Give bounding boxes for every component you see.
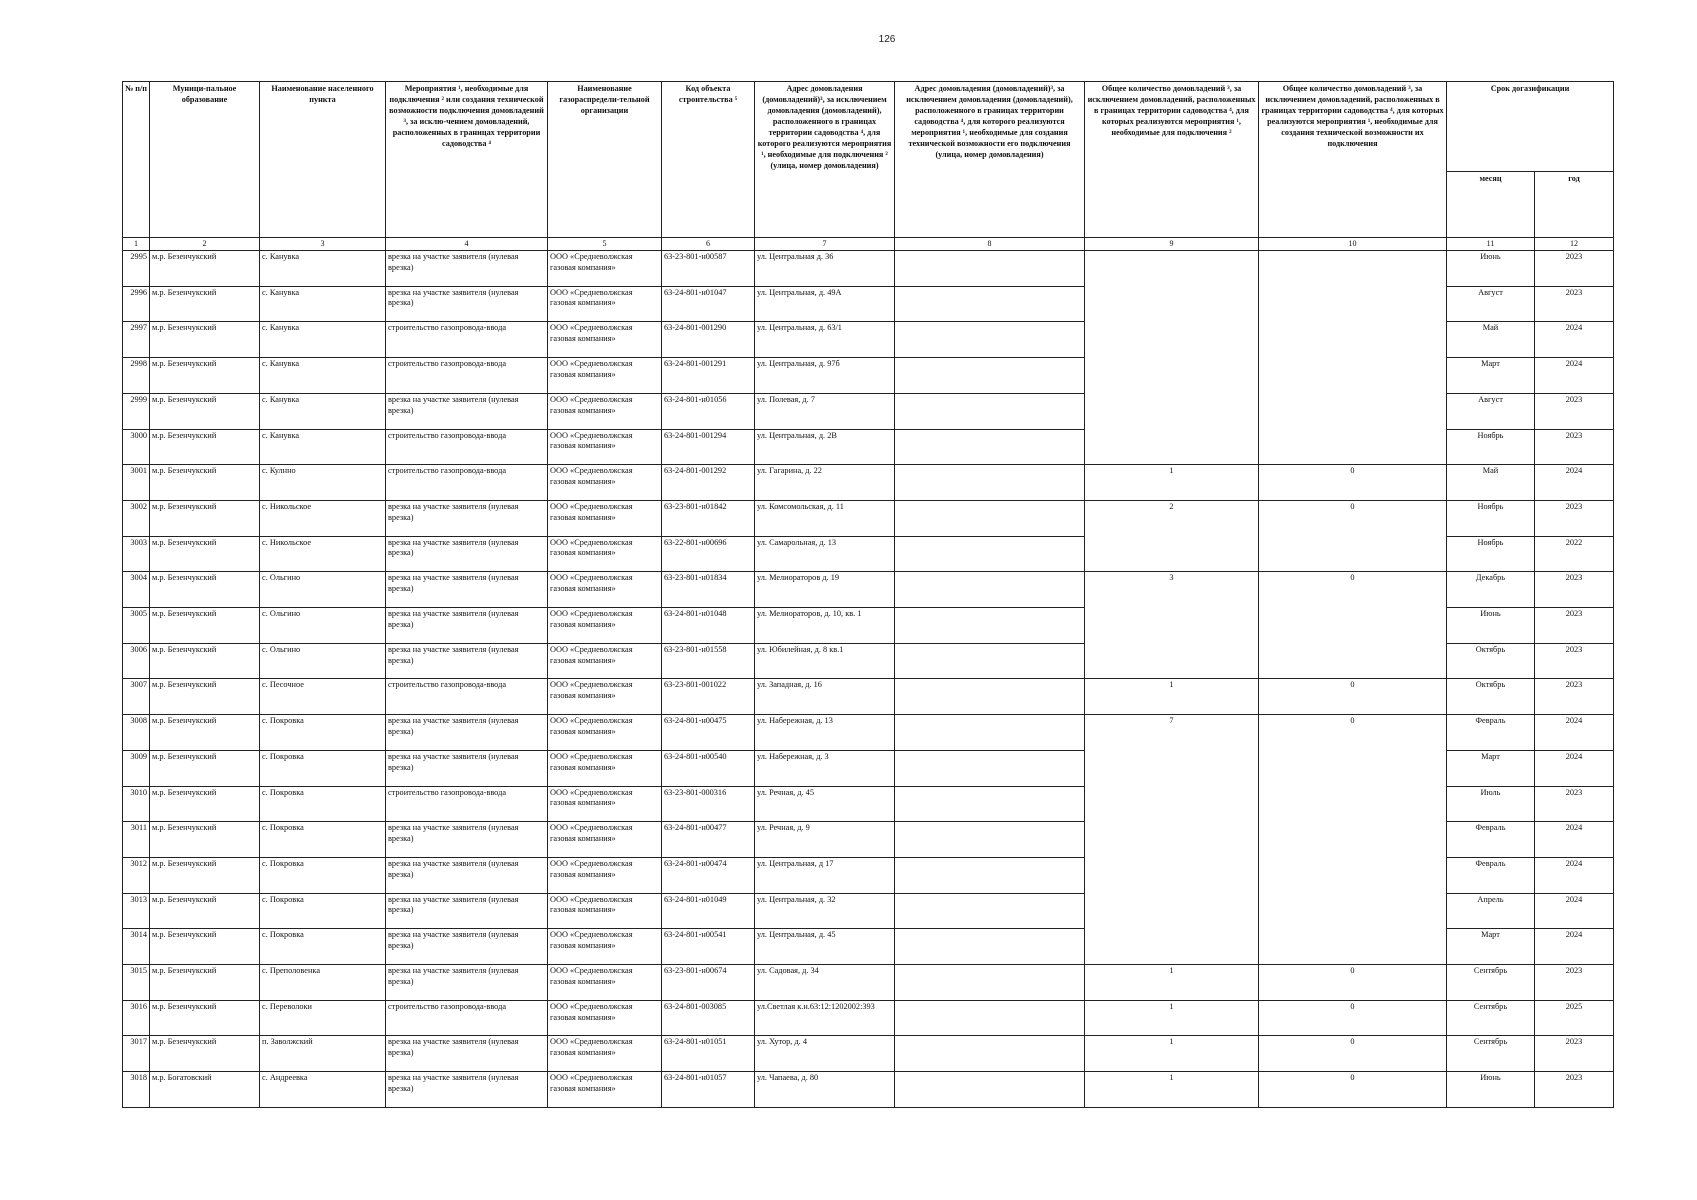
event-cell: строительство газопровода-ввода	[386, 465, 548, 501]
gas-org-cell: ООО «Средневолжская газовая компания»	[548, 1036, 662, 1072]
table-row	[123, 715, 1614, 751]
year-cell: 2023	[1535, 786, 1614, 822]
row-number: 2998	[123, 358, 150, 394]
header-events: Мероприятия ¹, необходимые для подключения ² или создания технической возможности подключения домовладений ³, за исклю-чением домовладений, расположенных в границах территории садоводства ⁴	[386, 82, 548, 238]
gas-org-cell: ООО «Средневолжская газовая компания»	[548, 893, 662, 929]
table-row	[123, 1000, 1614, 1036]
row-number: 3015	[123, 965, 150, 1001]
row-number: 3007	[123, 679, 150, 715]
object-code-cell: 63-24-801-н00541	[662, 929, 755, 965]
year-cell: 2024	[1535, 893, 1614, 929]
address-tech-cell	[895, 1036, 1085, 1072]
year-cell: 2023	[1535, 429, 1614, 465]
table-row	[123, 500, 1614, 536]
month-cell: Май	[1447, 465, 1535, 501]
object-code-cell: 63-24-801-н01056	[662, 393, 755, 429]
count-connection-cell: 1	[1085, 679, 1259, 715]
settlement-cell: с. Ольгино	[260, 608, 386, 644]
settlement-cell: с. Покровка	[260, 857, 386, 893]
column-number: 11	[1447, 238, 1535, 251]
gas-org-cell: ООО «Средневолжская газовая компания»	[548, 929, 662, 965]
address-tech-cell	[895, 965, 1085, 1001]
address-cell: ул. Полевая, д. 7	[755, 393, 895, 429]
count-tech-cell: 0	[1259, 1000, 1447, 1036]
month-cell: Август	[1447, 393, 1535, 429]
count-tech-cell: 0	[1259, 1072, 1447, 1108]
object-code-cell: 63-24-801-н01049	[662, 893, 755, 929]
header-month: месяц	[1447, 172, 1535, 238]
settlement-cell: с. Никольское	[260, 536, 386, 572]
address-tech-cell	[895, 893, 1085, 929]
event-cell: врезка на участке заявителя (нулевая врезка)	[386, 750, 548, 786]
row-number: 3006	[123, 643, 150, 679]
municipality-cell: м.р. Безенчукский	[150, 679, 260, 715]
count-tech-cell: 0	[1259, 572, 1447, 679]
settlement-cell: с. Покровка	[260, 715, 386, 751]
event-cell: врезка на участке заявителя (нулевая врезка)	[386, 608, 548, 644]
month-cell: Июнь	[1447, 608, 1535, 644]
address-cell: ул. Юбилейная, д. 8 кв.1	[755, 643, 895, 679]
gas-org-cell: ООО «Средневолжская газовая компания»	[548, 1000, 662, 1036]
address-cell: ул. Центральная, д. 49А	[755, 286, 895, 322]
gas-org-cell: ООО «Средневолжская газовая компания»	[548, 857, 662, 893]
event-cell: строительство газопровода-ввода	[386, 358, 548, 394]
row-number: 3003	[123, 536, 150, 572]
header-object-code: Код объекта строительства ⁵	[662, 82, 755, 238]
address-tech-cell	[895, 608, 1085, 644]
count-connection-cell: 1	[1085, 965, 1259, 1001]
year-cell: 2023	[1535, 393, 1614, 429]
column-number: 6	[662, 238, 755, 251]
municipality-cell: м.р. Безенчукский	[150, 715, 260, 751]
municipality-cell: м.р. Безенчукский	[150, 500, 260, 536]
month-cell: Октябрь	[1447, 643, 1535, 679]
municipality-cell: м.р. Безенчукский	[150, 750, 260, 786]
address-tech-cell	[895, 822, 1085, 858]
address-cell: ул. Чапаева, д. 80	[755, 1072, 895, 1108]
month-cell: Октябрь	[1447, 679, 1535, 715]
event-cell: врезка на участке заявителя (нулевая врезка)	[386, 500, 548, 536]
year-cell: 2024	[1535, 358, 1614, 394]
settlement-cell: с. Канувка	[260, 393, 386, 429]
year-cell: 2024	[1535, 750, 1614, 786]
year-cell: 2023	[1535, 679, 1614, 715]
year-cell: 2023	[1535, 608, 1614, 644]
object-code-cell: 63-24-801-001292	[662, 465, 755, 501]
count-tech-cell: 0	[1259, 1036, 1447, 1072]
count-tech-cell: 0	[1259, 965, 1447, 1001]
year-cell: 2023	[1535, 965, 1614, 1001]
event-cell: врезка на участке заявителя (нулевая врезка)	[386, 251, 548, 287]
event-cell: врезка на участке заявителя (нулевая врезка)	[386, 286, 548, 322]
year-cell: 2025	[1535, 1000, 1614, 1036]
row-number: 3010	[123, 786, 150, 822]
address-tech-cell	[895, 750, 1085, 786]
header-count-connection: Общее количество домовладений ³, за исключением домовладений, расположенных в границах территории садоводства ⁴, для которых реализуются мероприятия ¹, необходимые для подключения ²	[1085, 82, 1259, 238]
address-cell: ул.Светлая к.н.63:12:1202002:393	[755, 1000, 895, 1036]
year-cell: 2023	[1535, 643, 1614, 679]
gas-org-cell: ООО «Средневолжская газовая компания»	[548, 358, 662, 394]
address-cell: ул. Речная, д. 45	[755, 786, 895, 822]
row-number: 3013	[123, 893, 150, 929]
municipality-cell: м.р. Безенчукский	[150, 893, 260, 929]
year-cell: 2022	[1535, 536, 1614, 572]
municipality-cell: м.р. Безенчукский	[150, 251, 260, 287]
event-cell: врезка на участке заявителя (нулевая врезка)	[386, 893, 548, 929]
gas-org-cell: ООО «Средневолжская газовая компания»	[548, 393, 662, 429]
municipality-cell: м.р. Безенчукский	[150, 393, 260, 429]
month-cell: Март	[1447, 358, 1535, 394]
object-code-cell: 63-24-801-003085	[662, 1000, 755, 1036]
column-number: 9	[1085, 238, 1259, 251]
gas-org-cell: ООО «Средневолжская газовая компания»	[548, 715, 662, 751]
gas-org-cell: ООО «Средневолжская газовая компания»	[548, 679, 662, 715]
settlement-cell: с. Покровка	[260, 929, 386, 965]
settlement-cell: с. Канувка	[260, 322, 386, 358]
object-code-cell: 63-23-801-001022	[662, 679, 755, 715]
count-connection-cell	[1085, 251, 1259, 465]
month-cell: Март	[1447, 750, 1535, 786]
settlement-cell: с. Покровка	[260, 786, 386, 822]
address-tech-cell	[895, 465, 1085, 501]
year-cell: 2023	[1535, 1072, 1614, 1108]
address-tech-cell	[895, 251, 1085, 287]
month-cell: Декабрь	[1447, 572, 1535, 608]
settlement-cell: с. Кулнно	[260, 465, 386, 501]
table-row	[123, 251, 1614, 287]
object-code-cell: 63-23-801-н01558	[662, 643, 755, 679]
settlement-cell: с. Канувка	[260, 251, 386, 287]
event-cell: врезка на участке заявителя (нулевая врезка)	[386, 715, 548, 751]
object-code-cell: 63-24-801-н00474	[662, 857, 755, 893]
count-connection-cell: 2	[1085, 500, 1259, 571]
table-row	[123, 679, 1614, 715]
address-cell: ул. Гагарина, д. 22	[755, 465, 895, 501]
settlement-cell: с. Канувка	[260, 286, 386, 322]
event-cell: врезка на участке заявителя (нулевая врезка)	[386, 572, 548, 608]
count-connection-cell: 7	[1085, 715, 1259, 965]
count-tech-cell: 0	[1259, 500, 1447, 571]
row-number: 2997	[123, 322, 150, 358]
address-cell: ул. Центральная, д. 97б	[755, 358, 895, 394]
object-code-cell: 63-23-801-н01834	[662, 572, 755, 608]
month-cell: Апрель	[1447, 893, 1535, 929]
municipality-cell: м.р. Безенчукский	[150, 429, 260, 465]
count-tech-cell	[1259, 251, 1447, 465]
object-code-cell: 63-24-801-н01047	[662, 286, 755, 322]
address-tech-cell	[895, 679, 1085, 715]
row-number: 3012	[123, 857, 150, 893]
municipality-cell: м.р. Безенчукский	[150, 643, 260, 679]
municipality-cell: м.р. Богатовский	[150, 1072, 260, 1108]
municipality-cell: м.р. Безенчукский	[150, 822, 260, 858]
address-cell: ул. Западная, д. 16	[755, 679, 895, 715]
municipality-cell: м.р. Безенчукский	[150, 536, 260, 572]
settlement-cell: с. Ольгино	[260, 572, 386, 608]
year-cell: 2024	[1535, 715, 1614, 751]
year-cell: 2024	[1535, 465, 1614, 501]
column-number: 7	[755, 238, 895, 251]
header-gas-org: Наименование газораспредели-тельной организации	[548, 82, 662, 238]
address-cell: ул. Центральная, д. 32	[755, 893, 895, 929]
object-code-cell: 63-23-801-000316	[662, 786, 755, 822]
year-cell: 2023	[1535, 572, 1614, 608]
event-cell: строительство газопровода-ввода	[386, 322, 548, 358]
column-number: 2	[150, 238, 260, 251]
address-tech-cell	[895, 286, 1085, 322]
municipality-cell: м.р. Безенчукский	[150, 929, 260, 965]
event-cell: врезка на участке заявителя (нулевая врезка)	[386, 1036, 548, 1072]
row-number: 3008	[123, 715, 150, 751]
column-number: 8	[895, 238, 1085, 251]
address-tech-cell	[895, 643, 1085, 679]
municipality-cell: м.р. Безенчукский	[150, 286, 260, 322]
municipality-cell: м.р. Безенчукский	[150, 786, 260, 822]
month-cell: Август	[1447, 286, 1535, 322]
address-cell: ул. Центральная д. 36	[755, 251, 895, 287]
year-cell: 2024	[1535, 822, 1614, 858]
month-cell: Ноябрь	[1447, 500, 1535, 536]
count-connection-cell: 1	[1085, 1000, 1259, 1036]
address-tech-cell	[895, 1072, 1085, 1108]
object-code-cell: 63-24-801-н00540	[662, 750, 755, 786]
settlement-cell: с. Покровка	[260, 750, 386, 786]
municipality-cell: м.р. Безенчукский	[150, 965, 260, 1001]
row-number: 3004	[123, 572, 150, 608]
header-settlement: Наименование населенного пункта	[260, 82, 386, 238]
month-cell: Сентябрь	[1447, 1000, 1535, 1036]
gas-org-cell: ООО «Средневолжская газовая компания»	[548, 536, 662, 572]
month-cell: Ноябрь	[1447, 536, 1535, 572]
event-cell: врезка на участке заявителя (нулевая врезка)	[386, 1072, 548, 1108]
row-number: 3018	[123, 1072, 150, 1108]
year-cell: 2024	[1535, 857, 1614, 893]
event-cell: строительство газопровода-ввода	[386, 679, 548, 715]
address-cell: ул. Мелиораторов, д. 10, кв. 1	[755, 608, 895, 644]
address-cell: ул. Речная, д. 9	[755, 822, 895, 858]
count-tech-cell: 0	[1259, 715, 1447, 965]
gas-org-cell: ООО «Средневолжская газовая компания»	[548, 786, 662, 822]
row-number: 3005	[123, 608, 150, 644]
row-number: 3009	[123, 750, 150, 786]
count-connection-cell: 3	[1085, 572, 1259, 679]
row-number: 3017	[123, 1036, 150, 1072]
municipality-cell: м.р. Безенчукский	[150, 1000, 260, 1036]
settlement-cell: с. Преполовенка	[260, 965, 386, 1001]
object-code-cell: 63-24-801-001290	[662, 322, 755, 358]
gas-org-cell: ООО «Средневолжская газовая компания»	[548, 500, 662, 536]
month-cell: Сентябрь	[1447, 1036, 1535, 1072]
table-row	[123, 965, 1614, 1001]
header-count-tech: Общее количество домовладений ³, за исключением домовладений, расположенных в границах территории садоводства ⁴, для которых реализуются мероприятия ¹, необходимые для создания технической возможности их подключения	[1259, 82, 1447, 238]
address-cell: ул. Самарольная, д. 13	[755, 536, 895, 572]
gas-org-cell: ООО «Средневолжская газовая компания»	[548, 322, 662, 358]
table-body	[123, 251, 1614, 1108]
header-municipality: Муници-пальное образование	[150, 82, 260, 238]
settlement-cell: с. Покровка	[260, 822, 386, 858]
address-tech-cell	[895, 429, 1085, 465]
gas-org-cell: ООО «Средневолжская газовая компания»	[548, 1072, 662, 1108]
settlement-cell: с. Канувка	[260, 358, 386, 394]
gas-org-cell: ООО «Средневолжская газовая компания»	[548, 822, 662, 858]
municipality-cell: м.р. Безенчукский	[150, 358, 260, 394]
address-cell: ул. Центральная, д. 45	[755, 929, 895, 965]
row-number: 3002	[123, 500, 150, 536]
address-tech-cell	[895, 393, 1085, 429]
settlement-cell: с. Песочное	[260, 679, 386, 715]
row-number: 2995	[123, 251, 150, 287]
row-number: 3016	[123, 1000, 150, 1036]
address-tech-cell	[895, 786, 1085, 822]
municipality-cell: м.р. Безенчукский	[150, 857, 260, 893]
column-number: 5	[548, 238, 662, 251]
month-cell: Июль	[1447, 786, 1535, 822]
address-cell: ул. Центральная, д 17	[755, 857, 895, 893]
settlement-cell: с. Никольское	[260, 500, 386, 536]
gas-org-cell: ООО «Средневолжская газовая компания»	[548, 251, 662, 287]
address-tech-cell	[895, 358, 1085, 394]
row-number: 3011	[123, 822, 150, 858]
address-tech-cell	[895, 536, 1085, 572]
municipality-cell: м.р. Безенчукский	[150, 608, 260, 644]
month-cell: Февраль	[1447, 715, 1535, 751]
gas-org-cell: ООО «Средневолжская газовая компания»	[548, 965, 662, 1001]
address-tech-cell	[895, 1000, 1085, 1036]
event-cell: строительство газопровода-ввода	[386, 1000, 548, 1036]
event-cell: врезка на участке заявителя (нулевая врезка)	[386, 929, 548, 965]
table-row	[123, 1072, 1614, 1108]
object-code-cell: 63-22-801-н00696	[662, 536, 755, 572]
address-cell: ул. Набережная, д. 13	[755, 715, 895, 751]
year-cell: 2023	[1535, 500, 1614, 536]
gas-org-cell: ООО «Средневолжская газовая компания»	[548, 643, 662, 679]
object-code-cell: 63-24-801-н00477	[662, 822, 755, 858]
event-cell: врезка на участке заявителя (нулевая врезка)	[386, 536, 548, 572]
year-cell: 2024	[1535, 929, 1614, 965]
address-cell: ул. Комсомольская, д. 11	[755, 500, 895, 536]
column-number: 1	[123, 238, 150, 251]
address-cell: ул. Мелиораторов д. 19	[755, 572, 895, 608]
gas-org-cell: ООО «Средневолжская газовая компания»	[548, 465, 662, 501]
month-cell: Ноябрь	[1447, 429, 1535, 465]
table-row	[123, 465, 1614, 501]
municipality-cell: м.р. Безенчукский	[150, 465, 260, 501]
column-number: 3	[260, 238, 386, 251]
year-cell: 2023	[1535, 1036, 1614, 1072]
header-number: № п/п	[123, 82, 150, 238]
settlement-cell: с. Канувка	[260, 429, 386, 465]
gas-org-cell: ООО «Средневолжская газовая компания»	[548, 750, 662, 786]
object-code-cell: 63-24-801-н01051	[662, 1036, 755, 1072]
settlement-cell: с. Покровка	[260, 893, 386, 929]
header-address-tech: Адрес домовладения (домовладений)³, за исключением домовладения (домовладений), расположенного в границах территории садоводства ⁴, для которого реализуются мероприятия ¹, необходимые для создания технической возможности его подключения (улица, номер домовладения)	[895, 82, 1085, 238]
column-number: 10	[1259, 238, 1447, 251]
object-code-cell: 63-23-801-н01842	[662, 500, 755, 536]
table-row	[123, 1036, 1614, 1072]
object-code-cell: 63-24-801-н01057	[662, 1072, 755, 1108]
column-number: 12	[1535, 238, 1614, 251]
gas-org-cell: ООО «Средневолжская газовая компания»	[548, 572, 662, 608]
count-tech-cell: 0	[1259, 465, 1447, 501]
count-tech-cell: 0	[1259, 679, 1447, 715]
address-tech-cell	[895, 322, 1085, 358]
month-cell: Июнь	[1447, 1072, 1535, 1108]
object-code-cell: 63-24-801-н01048	[662, 608, 755, 644]
row-number: 3000	[123, 429, 150, 465]
object-code-cell: 63-23-801-н00674	[662, 965, 755, 1001]
year-cell: 2023	[1535, 286, 1614, 322]
year-cell: 2023	[1535, 251, 1614, 287]
event-cell: врезка на участке заявителя (нулевая врезка)	[386, 822, 548, 858]
object-code-cell: 63-24-801-001294	[662, 429, 755, 465]
row-number: 2999	[123, 393, 150, 429]
address-tech-cell	[895, 715, 1085, 751]
table-row	[123, 572, 1614, 608]
count-connection-cell: 1	[1085, 1072, 1259, 1108]
gas-org-cell: ООО «Средневолжская газовая компания»	[548, 286, 662, 322]
month-cell: Июнь	[1447, 251, 1535, 287]
row-number: 3014	[123, 929, 150, 965]
object-code-cell: 63-24-801-001291	[662, 358, 755, 394]
count-connection-cell: 1	[1085, 1036, 1259, 1072]
gas-org-cell: ООО «Средневолжская газовая компания»	[548, 429, 662, 465]
event-cell: врезка на участке заявителя (нулевая врезка)	[386, 393, 548, 429]
gasification-table	[122, 81, 1614, 1108]
year-cell: 2024	[1535, 322, 1614, 358]
month-cell: Февраль	[1447, 822, 1535, 858]
municipality-cell: м.р. Безенчукский	[150, 322, 260, 358]
column-numbers-row	[123, 238, 1614, 251]
settlement-cell: п. Заволжский	[260, 1036, 386, 1072]
municipality-cell: м.р. Безенчукский	[150, 1036, 260, 1072]
gas-org-cell: ООО «Средневолжская газовая компания»	[548, 608, 662, 644]
row-number: 3001	[123, 465, 150, 501]
municipality-cell: м.р. Безенчукский	[150, 572, 260, 608]
count-connection-cell: 1	[1085, 465, 1259, 501]
month-cell: Сентябрь	[1447, 965, 1535, 1001]
event-cell: врезка на участке заявителя (нулевая врезка)	[386, 965, 548, 1001]
settlement-cell: с. Переволоки	[260, 1000, 386, 1036]
settlement-cell: с. Андреевка	[260, 1072, 386, 1108]
column-number: 4	[386, 238, 548, 251]
address-cell: ул. Садовая, д. 34	[755, 965, 895, 1001]
month-cell: Февраль	[1447, 857, 1535, 893]
header-deadline: Срок догазификации	[1447, 82, 1614, 172]
header-address-connection: Адрес домовладения (домовладений)³, за исключением домовладения (домовладений), расположенного в границах территории садоводства ⁴, для которого реализуются мероприятия ¹, необходимые для подключения ² (улица, номер домовладения)	[755, 82, 895, 238]
address-tech-cell	[895, 857, 1085, 893]
address-tech-cell	[895, 929, 1085, 965]
header-year: год	[1535, 172, 1614, 238]
row-number: 2996	[123, 286, 150, 322]
address-cell: ул. Хутор, д. 4	[755, 1036, 895, 1072]
address-cell: ул. Набережная, д. 3	[755, 750, 895, 786]
month-cell: Март	[1447, 929, 1535, 965]
address-tech-cell	[895, 572, 1085, 608]
object-code-cell: 63-23-801-н00587	[662, 251, 755, 287]
settlement-cell: с. Ольгино	[260, 643, 386, 679]
object-code-cell: 63-24-801-н00475	[662, 715, 755, 751]
event-cell: врезка на участке заявителя (нулевая врезка)	[386, 857, 548, 893]
address-cell: ул. Центральная, д. 2В	[755, 429, 895, 465]
event-cell: строительство газопровода-ввода	[386, 786, 548, 822]
event-cell: врезка на участке заявителя (нулевая врезка)	[386, 643, 548, 679]
address-tech-cell	[895, 500, 1085, 536]
event-cell: строительство газопровода-ввода	[386, 429, 548, 465]
month-cell: Май	[1447, 322, 1535, 358]
address-cell: ул. Центральная, д. 63/1	[755, 322, 895, 358]
page-number: 126	[878, 34, 896, 45]
